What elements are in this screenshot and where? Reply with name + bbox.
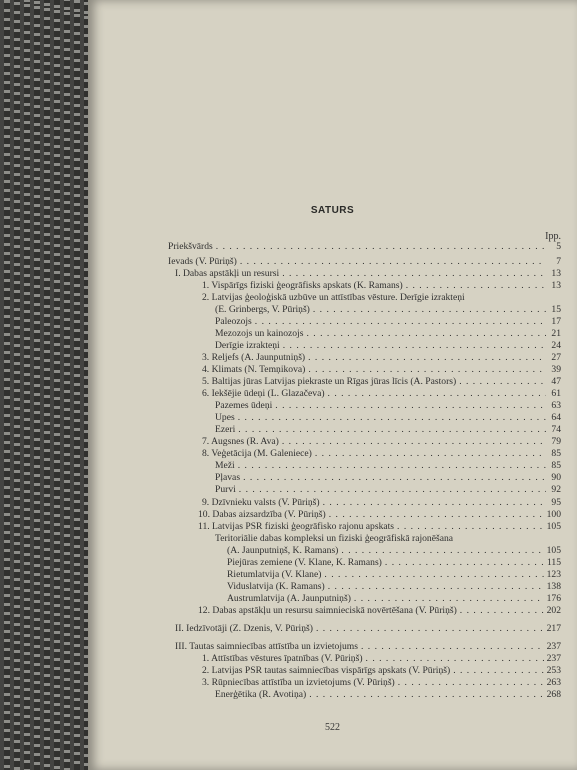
toc-entry: Enerģētika (R. Avotiņa) . . . 268 <box>215 689 561 700</box>
toc-entry: II. Iedzīvotāji (Z. Dzenis, V. Pūriņš) . . . 217 <box>175 623 561 634</box>
toc-entry-line: 2. Latvijas ģeoloģiskā uzbūve un attīstības vēsture. Derīgie izrakteņi <box>202 292 465 303</box>
toc-entry: Austrumlatvija (A. Jaunputniņš) . . . 176 <box>227 593 561 604</box>
toc-entry: Upes . . . 64 <box>215 412 561 423</box>
binding-stitch <box>54 0 60 770</box>
contents-heading: SATURS <box>310 205 355 216</box>
toc-entry: 3. Reljefs (A. Jaunputniņš) . . . 27 <box>202 352 561 363</box>
toc-entry: Meži . . . 85 <box>215 460 561 471</box>
toc-entry: Pazemes ūdeņi . . . 63 <box>215 400 561 411</box>
toc-entry: Derīgie izrakteņi . . . 24 <box>215 340 561 351</box>
toc-entry: 1. Attīstības vēstures īpatnības (V. Pūriņš) . . . 237 <box>202 653 561 664</box>
binding-stitch <box>14 0 20 770</box>
toc-entry: Pļavas . . . 90 <box>215 472 561 483</box>
binding-stitch <box>44 0 50 770</box>
toc-entry: Mezozojs un kainozojs . . . 21 <box>215 328 561 339</box>
toc-entry: 6. Iekšējie ūdeņi (L. Glazačeva) . . . 61 <box>202 388 561 399</box>
toc-entry: (E. Grinbergs, V. Pūriņš) . . . 15 <box>215 304 561 315</box>
book-binding <box>0 0 92 770</box>
toc-entry: Purvi . . . 92 <box>215 484 561 495</box>
toc-entry: Rietumlatvija (V. Klane) . . . 123 <box>227 569 561 580</box>
book-page <box>88 0 577 770</box>
toc-entry: 4. Klimats (N. Temņikova) . . . 39 <box>202 364 561 375</box>
toc-entry: I. Dabas apstākļi un resursi . . . 13 <box>175 268 561 279</box>
binding-stitch <box>4 0 10 770</box>
toc-entry: 9. Dzīvnieku valsts (V. Pūriņš) . . . 95 <box>202 497 561 508</box>
toc-entry: Piejūras zemiene (V. Klane, K. Ramans) . . . 115 <box>227 557 561 568</box>
binding-stitch <box>34 0 40 770</box>
toc-entry: 2. Latvijas PSR tautas saimniecības vispārīgs apskats (V. Pūriņš) . . . 253 <box>202 665 561 676</box>
toc-entry-line: Teritoriālie dabas kompleksi un fiziski ģeogrāfiskā rajonēšana <box>215 533 454 544</box>
binding-stitch <box>64 0 70 770</box>
toc-entry: III. Tautas saimniecības attīstība un izvietojums . . . 237 <box>175 641 561 652</box>
page-number: 522 <box>325 722 340 733</box>
toc-entry: Paleozojs . . . 17 <box>215 316 561 327</box>
toc-entry: Ezeri . . . 74 <box>215 424 561 435</box>
binding-stitch <box>74 0 80 770</box>
toc-entry: (A. Jaunputniņš, K. Ramans) . . . 105 <box>227 545 561 556</box>
toc-entry: Ievads (V. Pūriņš) . . . 7 <box>168 256 561 267</box>
page-column-label: Ipp. <box>545 231 561 242</box>
toc-entry: 7. Augsnes (R. Ava) . . . 79 <box>202 436 561 447</box>
toc-entry: 8. Veģetācija (M. Galeniece) . . . 85 <box>202 448 561 459</box>
toc-entry: 3. Rūpniecības attīstība un izvietojums (V. Pūriņš) . . . 263 <box>202 677 561 688</box>
toc-entry: Viduslatvija (K. Ramans) . . . 138 <box>227 581 561 592</box>
binding-stitch <box>24 0 30 770</box>
toc-entry: 12. Dabas apstākļu un resursu saimnieciskā novērtēšana (V. Pūriņš) . . . 202 <box>198 605 561 616</box>
toc-entry: 1. Vispārīgs fiziski ģeogrāfisks apskats (K. Ramans) . . . 13 <box>202 280 561 291</box>
toc-entry: 10. Dabas aizsardzība (V. Pūriņš) . . . 100 <box>198 509 561 520</box>
toc-entry: 11. Latvijas PSR fiziski ģeogrāfisko rajonu apskats . . . 105 <box>198 521 561 532</box>
toc-entry: 5. Baltijas jūras Latvijas piekraste un Rīgas jūras līcis (A. Pastors) . . . 47 <box>202 376 561 387</box>
toc-entry: Priekšvārds . . . 5 <box>168 241 561 252</box>
